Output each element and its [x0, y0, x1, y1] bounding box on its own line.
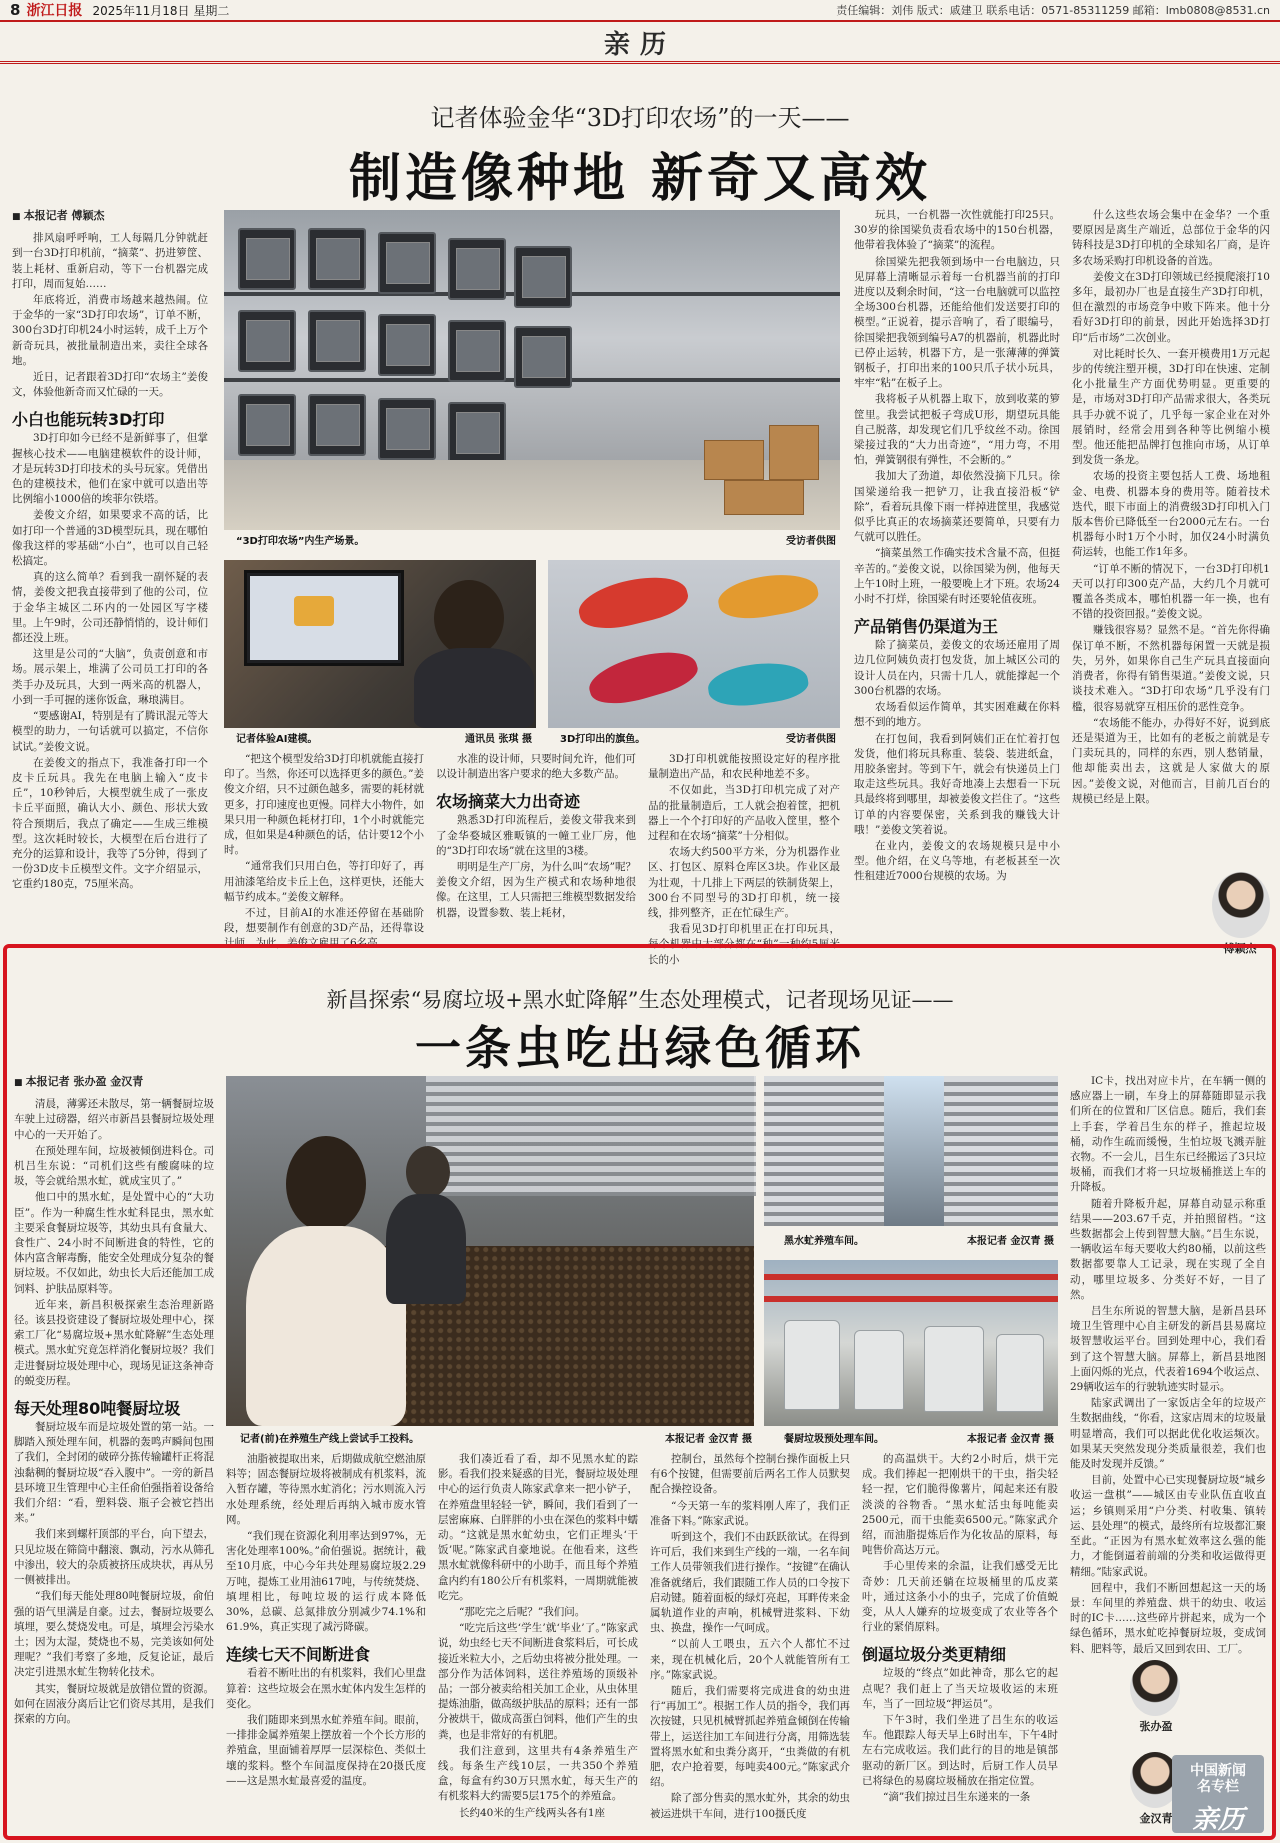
story2-column-1: ■ 本报记者 张办盈 金汉青 清晨，薄雾还未散尽，第一辆餐厨垃圾车驶上过磅器，绍兴市新昌县餐厨垃圾处理中心的一天开始了。 在预处理车间，垃圾被倾倒进料仓。司机吕生东说：“司机们这些有酸腐味的垃圾，等会就给黑水虻，就成宝贝了。” 他口中的黑水虻，是处置中心的“大功臣”。作为一种腐生性水虻科昆虫，黑水虻主要采食餐厨垃圾等，其幼虫具有食量大、食性广、24小时不间断进食的特性，它的体内富含解毒酶，能安全处理成分复杂的餐厨垃圾。不仅如此，幼虫长大后还能加工成饲料、护肤品原料等。 近年来，新昌积极探索生态治理新路径。该县投资建设了餐厨垃圾处理中心，探索工厂化“易腐垃圾+黑水虻降解”生态处理模式。黑水虻究竟怎样消化餐厨垃圾？我们走进餐厨垃圾处理中心，现场见证这条神奇的蜕变历程。 每天处理80吨餐厨垃圾 餐厨垃圾车而是垃圾处置的第一站。一脚踏入预处理车间，机器的轰鸣声瞬间包围了我们，全封闭的破碎分拣传输罐杆正将混浊黏稠的餐厨垃圾“吞入腹中”。一旁的新昌县环境卫生管理中心主任俞伯强指着设备给我们介绍：“看，塑料袋、瓶子会被它挡出来。” 我们来到螺杆顶部的平台，向下望去，只见垃圾在筛筒中翻滚、飘动，污水从筛孔中渗出，较大的杂质被挤压成块状，再从另一侧被排出。 “我们每天能处理80吨餐厨垃圾，俞伯强的语气里满是自豪。过去，餐厨垃圾要么填埋，要么焚烧发电。可是，填埋会污染水土；因为太湿，焚烧也不易，完美该如何处理呢？”我们考察了多地，反复论证，最后决定引进黑水虻生物转化技术。 其实，餐厨垃圾就是放错位置的资源。如何在固液分离后让它们资尽其用，是我们探索的方向。 — [14, 1074, 214, 1834]
story2-photo1-caption: 记者(前)在养殖生产线上尝试手工投料。 本报记者 金汉青 摄 — [240, 1434, 752, 1445]
photo-pretreatment-workshop — [764, 1260, 1058, 1426]
author-name: 金汉青 — [1139, 1812, 1173, 1825]
story2-column-5: 的高温烘干。大约2小时后，烘干完成。我们捧起一把刚烘干的干虫，指尖轻轻一捏，它们脆得像薯片，闻起来还有股淡淡的谷物香。“黑水虻活虫每吨能卖2500元，而干虫能卖6500元。”陈家武介绍，而油脂提炼后作为化妆品的原料，每吨售价高达万元。 手心里传来的余温，让我们感受无比奇妙：几天前还躺在垃圾桶里的瓜皮菜叶，通过这条小小的虫子，完成了价值蜕变，从人人嫌弃的垃圾变成了农业等各个行业的紧俏原料。 倒逼垃圾分类更精细 垃圾的“终点”如此神奇，那么它的起点呢？我们赶上了当天垃圾收运的末班车，当了一回垃圾“押运员”。 下午3时，我们坐进了吕生东的收运车。他跟踪人每天早上6时出车，下午4时左右完成收运。我们此行的目的地是镇部驱动的新厂区。到达时，后厨工作人员早已将绿色的易腐垃圾桶放在指定位置。 “滴”我们掠过吕生东递来的一条 — [862, 1453, 1058, 1804]
newspaper-logo: 浙江日报 — [26, 3, 83, 19]
photo2-caption: 记者体验AI建模。 通讯员 张琪 摄 — [236, 734, 532, 745]
story2-byline: ■ 本报记者 张办盈 金汉青 — [14, 1074, 214, 1091]
story2-kicker: 新昌探索“易腐垃圾+黑水虻降解”生态处理模式，记者现场见证—— — [326, 988, 954, 1012]
story2-column-6: IC卡，找出对应卡片，在车辆一侧的感应器上一刷，车身上的屏幕随即显示我们所在的位置和厂区信息。随后，我们套上手套，学着吕生东的样子，推起垃圾桶，动作生疏而缓慢，生怕垃圾飞溅弄脏衣物。不一会儿，吕生东已经搬运了3只垃圾桶，而我们才将一只垃圾桶推送上车的升降板。 随着升降板升起，屏幕自动显示称重结果——203.67千克，并拍照留档。“这些数据都会上传到智慧大脑。”吕生东说，一辆收运车每天要收大约80桶，以前这些数据都要靠人工记录，现在实现了全自动，哪里垃圾多、分类好不好，一目了然。 吕生东所说的智慧大脑，是新昌县环境卫生管理中心自主研发的新昌县易腐垃圾智慧收运平台。回到处理中心，我们看到了这个智慧大脑。屏幕上，新昌县地图上面闪烁的光点，代表着1694个收运点、29辆收运车的行驶轨迹实时显示。 陆家武调出了一家饭店全年的垃圾产生数据曲线，“你看，这家店周末的垃圾量明显增高，我们可以据此优化收运频次。如果某天突然发现分类质量很差，我们也能及时发现并反馈。” 目前，处置中心已实现餐厨垃圾“城乡收运一盘棋”——城区由专业队伍直收直运；乡镇则采用“户分类、村收集、镇转运、县处理”的模式，最终所有垃圾都汇聚至此。“正因为有黑水虻效率这么强的能力，才能倒逼着前端的分类和收运做得更精细。”陆家武说。 回程中，我们不断回想起这一天的场景：车间里的养殖盘、烘干的幼虫、收运时的IC卡……这些碎片拼起来，成为一个绿色循环，黑水虻吃掉餐厨垃圾，变成饲料、肥料等，最后又回到农田、工厂。 — [1070, 1075, 1266, 1655]
story2-column-2: 油脂被提取出来，后期做成航空燃油原料等；固态餐厨垃圾将被制成有机浆料，流入暂存罐，等待黑水虻消化；污水则流入污水处理系统，经处理后再纳入城市废水管网。 “我们现在资源化利用率达到97%，无害化处理率100%。”俞伯强说。据统计，截至10月底，中心今年共处理易腐垃圾2.29万吨，提炼工业用油617吨，与传统焚烧、填埋相比，每吨垃圾的运行成本降低30%，总碳、总氮排放分别减少74.1%和61.9%，真正实现了减污降碳。 连续七天不间断进食 看着不断吐出的有机浆料，我们心里盘算着：这些垃圾会在黑水虻体内发生怎样的变化。 我们随即来到黑水虻养殖车间。眼前，一排排金属养殖架上摆放着一个个长方形的养殖盒，里面铺着厚厚一层深棕色、类似土壤的浆料。整个车间温度保持在20摄氏度——这是黑水虻最喜爱的温度。 — [226, 1453, 426, 1787]
story2-column-4: 控制台，虽然每个控制台操作面板上只有6个按键，但需要前后两名工作人员默契配合操控设备。 “今天第一车的浆料刚人库了，我们正准备下料。”陈家武说。 听到这个，我们不由跃跃欲试。在得到许可后，我们来到生产线的一端，一名车间工作人员带领我们进行操作。“按键”在确认准备就绪后，我们跟随工作人员的口令按下启动键。随着面板的绿灯亮起，耳畔传来金属轨道作业的声响，机械臂进浆料、下幼虫、换盘，操作一气呵成。 “以前人工喂虫，五六个人都忙不过来，现在机械化后，20个人就能管所有工序。”陈家武说。 随后，我们需要将完成进食的幼虫进行“再加工”。根据工作人员的指令，我们再次按键，只见机械臂抓起养殖盒倾倒在传输带上，运送往加工车间进行分离，用筛选装置将黑水虻和虫粪分离开，“虫粪做的有机肥，农户抢着要，每吨卖400元。”陈家武介绍。 除了部分售卖的黑水虻外，其余的幼虫被运进烘干车间，进行100摄氏度 — [650, 1453, 850, 1820]
story2-photo2-caption: 黑水虻养殖车间。 本报记者 金汉青 摄 — [784, 1236, 1054, 1247]
photo-printed-sailfish — [548, 560, 840, 728]
story1-column-3: 水准的设计师，只要时间允许，他们可以设计制造出客户要求的绝大多数产品。 农场摘菜大力出奇迹 熟悉3D打印流程后，姜俊文带我来到了金华婺城区雅畈镇的一幢工业厂房，他的“3D打印农场”就在这里的3楼。 明明是生产厂房，为什么叫“农场”呢？姜俊文介绍，因为生产模式和农场种地很像。在这里，工人只需把三维模型数据发给机器，设置参数、装上耗材， — [436, 753, 636, 919]
author-avatar — [1130, 1660, 1180, 1716]
photo-bsf-breeding-workshop — [764, 1076, 1058, 1226]
story2-photo3-caption: 餐厨垃圾预处理车间。 本报记者 金汉青 摄 — [784, 1434, 1054, 1445]
story1-headline: 制造像种地 新奇又高效 — [348, 148, 932, 209]
story1-subhead-2: 农场摘菜大力出奇迹 — [436, 792, 581, 812]
author-name: 傅颖杰 — [1223, 942, 1257, 955]
story1-column-1: ■ 本报记者 傅颖杰 排风扇呼呼响，工人每隔几分钟就赶到一台3D打印机前，“摘菜”、扔进箩筐、装上耗材、重新启动，等下一台机器完成打印，周而复始…… 年底将近，消费市场越来越热闹。位于金华的一家“3D打印农场”，订单不断，300台3D打印机24小时运转，成千上万个新奇玩具，被批量制造出来，卖往全球各地。 近日，记者跟着3D打印“农场主”姜俊文，体验他新奇而又忙碌的一天。 小白也能玩转3D打印 3D打印如今已经不是新鲜事了，但掌握核心技术——电脑建模软件的设计师，才是玩转3D打印技术的头号玩家。凭借出色的建模技术，他们在家中就可以造出等比例缩小1000倍的埃菲尔铁塔。 姜俊文介绍，如果要求不高的话，比如打印一个普通的3D模型玩具，现在哪怕像我这样的零基础“小白”，也可以自己轻松搞定。 真的这么简单？看到我一副怀疑的表情，姜俊文把我直接带到了他的公司，位于金华主城区二环内的一处园区写字楼里。上午9时，公司还静悄悄的，设计师们都还没上班。 这里是公司的“大脑”，负责创意和市场。展示架上，堆满了公司员工打印的各类手办及玩具，大到一两米高的机器人，小到一手可握的迷你饭盒，琳琅满目。 “要感谢AI，特别是有了腾讯混元等大模型的助力，一句话就可以搞定，不信你试试。”姜俊文说。 在姜俊文的指点下，我准备打印一个皮卡丘玩具。我先在电脑上输入“皮卡丘”，10秒钟后，大模型就生成了一张皮卡丘平面照，确认大小、颜色、形状大致符合预期后，我点了确定——生成三维模型。这次耗时较长，大模型在后台进行了充分的运算和设计，我等了5分钟，得到了一份3D皮卡丘模型文件。文字介绍显示，它重约180克，75厘米高。 — [12, 208, 208, 953]
story1-column-4: 3D打印机就能按照设定好的程序批量制造出产品，和农民种地差不多。 不仅如此，当3D打印机完成了对产品的批量制造后，工人就会抱着筐，把机器上一个个打印好的产品收入筐里，整个过程和在农场“摘菜”十分相似。 农场大约500平方米，分为机器作业区、打包区、原料仓库区3块。作业区最为壮观，十几排上下两层的铁制货架上，300台不同型号的3D打印机，统一接线，排列整齐，正在忙碌生产。 我看见3D打印机里正在打印玩具，每个机器中大部分都在“种”一种约5厘米长的小 — [648, 753, 840, 966]
story1-subhead-1: 小白也能玩转3D打印 — [12, 410, 165, 430]
story2-subhead-3: 倒逼垃圾分类更精细 — [862, 1645, 1007, 1665]
editor-credits: 责任编辑：刘伟 版式：戚建卫 联系电话：0571-85311259 邮箱：lmb0808@8531.cn — [836, 4, 1270, 17]
author-name: 张办盈 — [1139, 1720, 1173, 1733]
photo-3d-print-farm — [224, 210, 840, 530]
masthead — [0, 0, 1280, 22]
story1-byline: ■ 本报记者 傅颖杰 — [12, 208, 208, 225]
story2-subhead-2: 连续七天不间断进食 — [226, 1645, 371, 1665]
story2-subhead-1: 每天处理80吨餐厨垃圾 — [14, 1399, 181, 1419]
section-title: 亲历 — [0, 24, 1280, 64]
story1-column-5: 玩具，一台机器一次性就能打印25只。30岁的徐国梁负责看农场中的150台机器，他带着我体验了“摘菜”的流程。 徐国梁先把我领到场中一台电脑边，只见屏幕上清晰显示着每一台机器当前的打印进度以及剩余时间，“这一台电脑就可以监控全场300台机器，还能给他们发送要打印的模型。”正说着，提示音响了，看了眼编号，徐国梁把我领到编号A7的机器前，机器此时已停止运转，机器下方，是一张薄薄的弹簧钢板子，打印出来的100只爪子状小玩具，牢牢“粘”在板子上。 我将板子从机器上取下，放到收菜的箩筐里。我尝试把板子弯成U形，期望玩具能自己脱落，却发现它们几乎纹丝不动。徐国梁接过我的“大力出奇迹”，“用力弯，不用怕，弹簧钢很有弹性，不会断的。” 我加大了劲道，却依然没摘下几只。徐国梁递给我一把铲刀，让我直接沿板“铲除”，看着玩具像下雨一样掉进筐里，我感觉似乎比真正的农场摘菜还要简单，只要有力气就可以胜任。 “摘菜虽然工作确实技术含量不高，但挺辛苦的。”姜俊文说，以徐国梁为例，他每天上午10时上班，一般要晚上才下班。农场24小时不打烊，徐国梁有时还要轮值夜班。 产品销售仍渠道为王 除了摘菜员，姜俊文的农场还雇用了周边几位阿姨负责打包发货，加上城区公司的设计人员在内，只需十几人，就能撑起一个300台机器的农场。 农场看似运作简单，其实困难藏在你料想不到的地方。 在打包间，我看到阿姨们正在忙着打包发货，他们将玩具称重、装袋、装进纸盒，用胶条密封。等到下午，就会有快递员上门取走这些玩具。我好奇地凑上去想看一下玩具最终将到哪里，却被姜俊文拦住了。“这些订单的内容要保密，关系到我的赚钱大计哦！”姜俊文笑着说。 在业内，姜俊文的农场规模只是中小型。他介绍，在义乌等地，有老板甚至一次性租建近7000台规模的农场。为 — [854, 209, 1060, 883]
story1-kicker: 记者体验金华“3D打印农场”的一天—— — [430, 104, 850, 132]
page-number: 8 — [10, 1, 21, 19]
issue-date: 2025年11月18日 星期二 — [92, 3, 230, 18]
photo-feeding-line — [226, 1076, 754, 1426]
column-award-stamp: 中国新闻 名专栏 亲历 — [1172, 1755, 1264, 1833]
photo-ai-modeling — [224, 560, 536, 728]
photo1-caption: “3D打印农场”内生产场景。 受访者供图 — [236, 536, 836, 547]
story1-subhead-3: 产品销售仍渠道为王 — [854, 617, 999, 637]
author-avatar — [1212, 872, 1270, 938]
story2-column-3: 我们凑近看了看，却不见黑水虻的踪影。看我们投来疑惑的目光，餐厨垃圾处理中心的运行负责人陈家武拿来一把小铲子，在养殖盘里轻轻一铲，瞬间，我们看到了一层密麻麻、白胖胖的小虫在深色的浆料中蠕动。“这就是黑水虻幼虫，它们正埋头‘干饭’呢。”陈家武自豪地说。在他看来，这些黑水虻就像科研中的小助手，而且每个养殖盒内约有180公斤有机浆料，一周期就能被吃完。 “那吃完之后呢？”我们问。 “吃完后这些‘学生’就‘毕业’了。”陈家武说，幼虫经七天不间断进食浆料后，可长成接近米粒大小，之后幼虫将被分批处理。一部分作为活体饲料，送往养殖场的顶级补品；一部分被卖给相关加工企业，从虫体里提炼油脂，做高级护肤品的原料；还有一部分被烘干，做成高蛋白饲料，他们产生的虫粪，也是非常好的有机肥。 我们注意到，这里共有4条养殖生产线。每条生产线10层，一共350个养殖盒，每盒有约30万只黑水虻，每天生产的有机浆料大约需要5层175个的养殖盒。 长约40米的生产线两头各有1座 — [438, 1453, 638, 1819]
photo3-caption: 3D打印出的旗鱼。 受访者供图 — [560, 734, 836, 745]
story2-headline: 一条虫吃出绿色循环 — [415, 1021, 865, 1075]
story1-column-6: 什么这些农场会集中在金华？一个重要原因是离生产端近，总部位于金华的闪铸科技是3D打印机的全球知名厂商，是许多农场采购打印机设备的首选。 姜俊文在3D打印领域已经摸爬滚打10多年，最初办厂也是直接生产3D打印机，但在激烈的市场竞争中败下阵来。他十分看好3D打印的前景，因此开始选择3D打印“后市场”二次创业。 对比耗时长久、一套开模费用1万元起步的传统注塑开模，3D打印在快速、定制化小批量生产方面优势明显。更重要的是，市场对3D打印产品需求很大，各类玩具手办就不说了，几乎每一家企业在对外展销时，经常会用到各种等比例缩小模型。他还能把品牌打包推向市场，从订单到发货一条龙。 农场的投资主要包括人工费、场地租金、电费、机器本身的费用等。随着技术迭代，眼下市面上的消费级3D打印机入门版本售价已降低至一台2000元左右。一台机器每小时1万个小时，加仅24小时满负荷运转，也能工作1年多。 “订单不断的情况下，一台3D打印机1天可以打印300克产品，大约几个月就可覆盖各类成本，哪怕机器一年一换，也有不错的投资回报。”姜俊文说。 赚钱很容易？显然不是。“首先你得确保订单不断，不然机器每闲置一天就是损失，另外，如果你自己生产玩具直接面向消费者，你得有销售渠道。”姜俊文说，只谈技术难入。“3D打印农场”几乎没有门槛，很容易就穿互相压价的恶性竞争。 “农场能不能办，办得好不好，说到底还是渠道为王，比如有的老板之前就是专门卖玩具的，同样的东西，别人愁销量，他却能卖出去，这就是人家做大的原因。”姜俊文说，对他而言，目前几百台的规模已经是上限。 — [1072, 209, 1270, 805]
story1-column-2: “把这个模型发给3D打印机就能直接打印了。当然，你还可以选择更多的颜色。”姜俊文介绍，只不过颜色越多，需要的耗材就更多，打印速度也更慢。同样大小物件，如果只用一种颜色耗材打印，1个小时就能完成，但如果是4种颜色的话，估计要12个小时。 “通常我们只用白色，等打印好了，再用油漆笔给皮卡丘上色，这样更快，还能大幅节约成本。”姜俊文解释。 不过，目前AI的水准还停留在基础阶段，想要制作有创意的3D产品，还得靠设计师。为此，姜俊文雇用了6名高 — [224, 753, 424, 950]
